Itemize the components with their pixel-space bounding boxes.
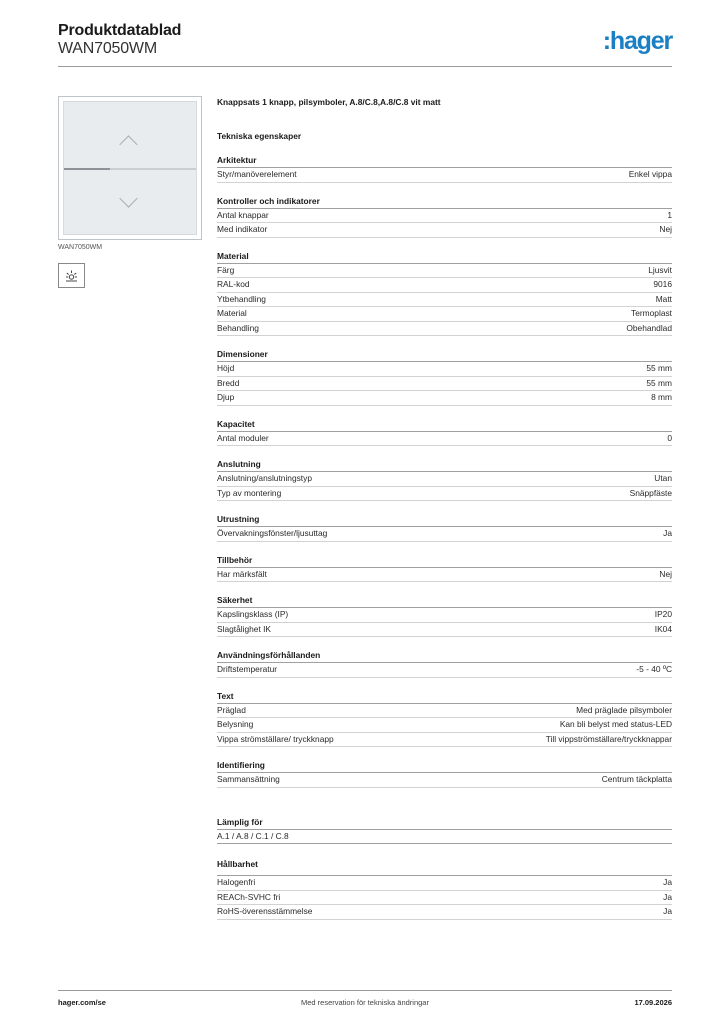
spec-label: Med indikator [217, 224, 268, 234]
product-name: Knappsats 1 knapp, pilsymboler, A.8/C.8,A.8/C.8 vit matt [217, 97, 441, 107]
spec-label: REACh-SVHC fri [217, 891, 281, 902]
spec-label: Slagtålighet IK [217, 623, 272, 634]
spec-value: 55 mm [646, 377, 672, 388]
sustainability-rows [217, 875, 672, 920]
spec-label: Styr/manöverelement [217, 169, 297, 179]
spec-row [217, 733, 672, 748]
section-title: Lämplig för [217, 816, 672, 830]
spec-value: Nej [659, 224, 672, 234]
section-title: Användningsförhållanden [217, 649, 672, 663]
document-date: 17.09.2026 [634, 998, 672, 1007]
spec-section [217, 594, 672, 637]
spec-label: Antal moduler [217, 432, 269, 443]
section-title: Säkerhet [217, 594, 672, 608]
spec-label: RoHS-överensstämmelse [217, 906, 313, 916]
footer-divider [58, 990, 672, 991]
spec-value: Nej [659, 568, 672, 579]
spec-row [217, 568, 672, 583]
spec-row [217, 718, 672, 733]
spec-section [217, 348, 672, 406]
spec-value: 9016 [653, 279, 672, 289]
product-image [58, 96, 202, 240]
hager-logo: :hager [602, 27, 672, 55]
spec-value: -5 - 40 ºC [636, 664, 672, 674]
section-title: Kapacitet [217, 418, 672, 432]
spec-label: Anslutning/anslutningstyp [217, 473, 312, 483]
spec-row [217, 623, 672, 638]
spec-section [217, 418, 672, 447]
spec-row [217, 362, 672, 377]
spec-section [217, 649, 672, 678]
section-title: Anslutning [217, 458, 672, 472]
spec-section [217, 759, 672, 788]
spec-label: Sammansättning [217, 774, 280, 784]
spec-label: Material [217, 308, 247, 318]
spec-value: Centrum täckplatta [601, 774, 672, 784]
spec-value: IP20 [654, 609, 672, 619]
spec-label: Övervakningsfönster/ljusuttag [217, 528, 328, 538]
spec-label: Har märksfält [217, 568, 267, 579]
status-led-strip [64, 168, 110, 170]
spec-value: Enkel vippa [628, 169, 672, 179]
spec-value: 55 mm [646, 363, 672, 373]
spec-label: Bredd [217, 377, 240, 388]
spec-row [217, 773, 672, 788]
spec-section [217, 513, 672, 542]
spec-value: Till vippströmställare/tryckknappar [545, 733, 672, 744]
spec-heading: Tekniska egenskaper [217, 131, 302, 141]
spec-row [217, 608, 672, 623]
spec-label: RAL-kod [217, 279, 250, 289]
section-title: Dimensioner [217, 348, 672, 362]
spec-section [217, 195, 672, 238]
spec-value: Obehandlad [626, 322, 672, 333]
spec-value: Kan bli belyst med status-LED [559, 719, 672, 729]
spec-value: Med präglade pilsymboler [576, 704, 672, 715]
website-link[interactable]: hager.com/se [58, 998, 106, 1007]
spec-label: Antal knappar [217, 209, 269, 220]
spec-sections [217, 154, 672, 788]
spec-section [217, 690, 672, 748]
product-code: WAN7050WM [58, 40, 157, 57]
spec-row [217, 432, 672, 447]
spec-value: Ja [663, 877, 672, 887]
spec-value: Snäppfäste [629, 487, 672, 498]
spec-value: Ja [663, 891, 672, 902]
spec-value: Termoplast [631, 308, 672, 318]
illuminated-symbol-icon [58, 263, 85, 288]
document-header [58, 22, 181, 58]
section-title: Text [217, 690, 672, 704]
spec-label: Typ av montering [217, 487, 282, 498]
spec-row [217, 322, 672, 337]
spec-content [217, 96, 672, 920]
spec-row [217, 293, 672, 308]
spec-row [217, 168, 672, 183]
spec-value: Utan [654, 473, 672, 483]
spec-row [217, 704, 672, 719]
spec-section [217, 250, 672, 337]
image-caption: WAN7050WM [58, 244, 103, 251]
arrow-down-icon [119, 189, 137, 207]
spec-row [217, 876, 672, 891]
spec-value: IK04 [654, 623, 672, 634]
spec-row [217, 891, 672, 906]
spec-row [217, 377, 672, 392]
section-title: Utrustning [217, 513, 672, 527]
section-title: Kontroller och indikatorer [217, 195, 672, 209]
section-title: Hållbarhet [217, 859, 258, 869]
spec-value: 0 [667, 432, 672, 443]
suitable-value: A.1 / A.8 / C.1 / C.8 [217, 830, 672, 845]
spec-row [217, 663, 672, 678]
spec-label: Vippa strömställare/ tryckknapp [217, 733, 334, 744]
spec-row [217, 472, 672, 487]
spec-section [217, 458, 672, 501]
header-divider [58, 66, 672, 67]
spec-label: Kapslingsklass (IP) [217, 609, 289, 619]
arrow-up-icon [119, 135, 137, 153]
spec-label: Ytbehandling [217, 293, 266, 304]
suitable-section [217, 816, 672, 845]
spec-label: Behandling [217, 322, 259, 333]
spec-row [217, 264, 672, 279]
spec-row [217, 391, 672, 406]
spec-row [217, 209, 672, 224]
spec-row [217, 487, 672, 502]
section-title: Arkitektur [217, 154, 672, 168]
spec-section [217, 154, 672, 183]
spec-row [217, 527, 672, 542]
section-title: Tillbehör [217, 554, 672, 568]
switch-plate [63, 101, 197, 235]
spec-label: Präglad [217, 704, 246, 715]
spec-label: Höjd [217, 363, 235, 373]
spec-label: Belysning [217, 719, 254, 729]
sustainability-section [217, 858, 672, 920]
disclaimer: Med reservation för tekniska ändringar [301, 998, 429, 1007]
spec-label: Djup [217, 392, 235, 402]
spec-row [217, 307, 672, 322]
spec-label: Halogenfri [217, 877, 256, 887]
section-title: Material [217, 250, 672, 264]
spec-row [217, 223, 672, 238]
spec-label: Färg [217, 264, 235, 275]
section-title: Identifiering [217, 759, 672, 773]
spec-value: Matt [655, 293, 672, 304]
spec-value: 8 mm [651, 392, 672, 402]
spec-label: Driftstemperatur [217, 664, 278, 674]
spec-value: Ja [663, 528, 672, 538]
spec-value: Ljusvit [648, 264, 672, 275]
spec-value: 1 [667, 209, 672, 220]
spec-value: Ja [663, 906, 672, 916]
spec-row [217, 905, 672, 920]
spec-row [217, 278, 672, 293]
spec-section [217, 554, 672, 583]
document-title: Produktdatablad [58, 22, 182, 39]
